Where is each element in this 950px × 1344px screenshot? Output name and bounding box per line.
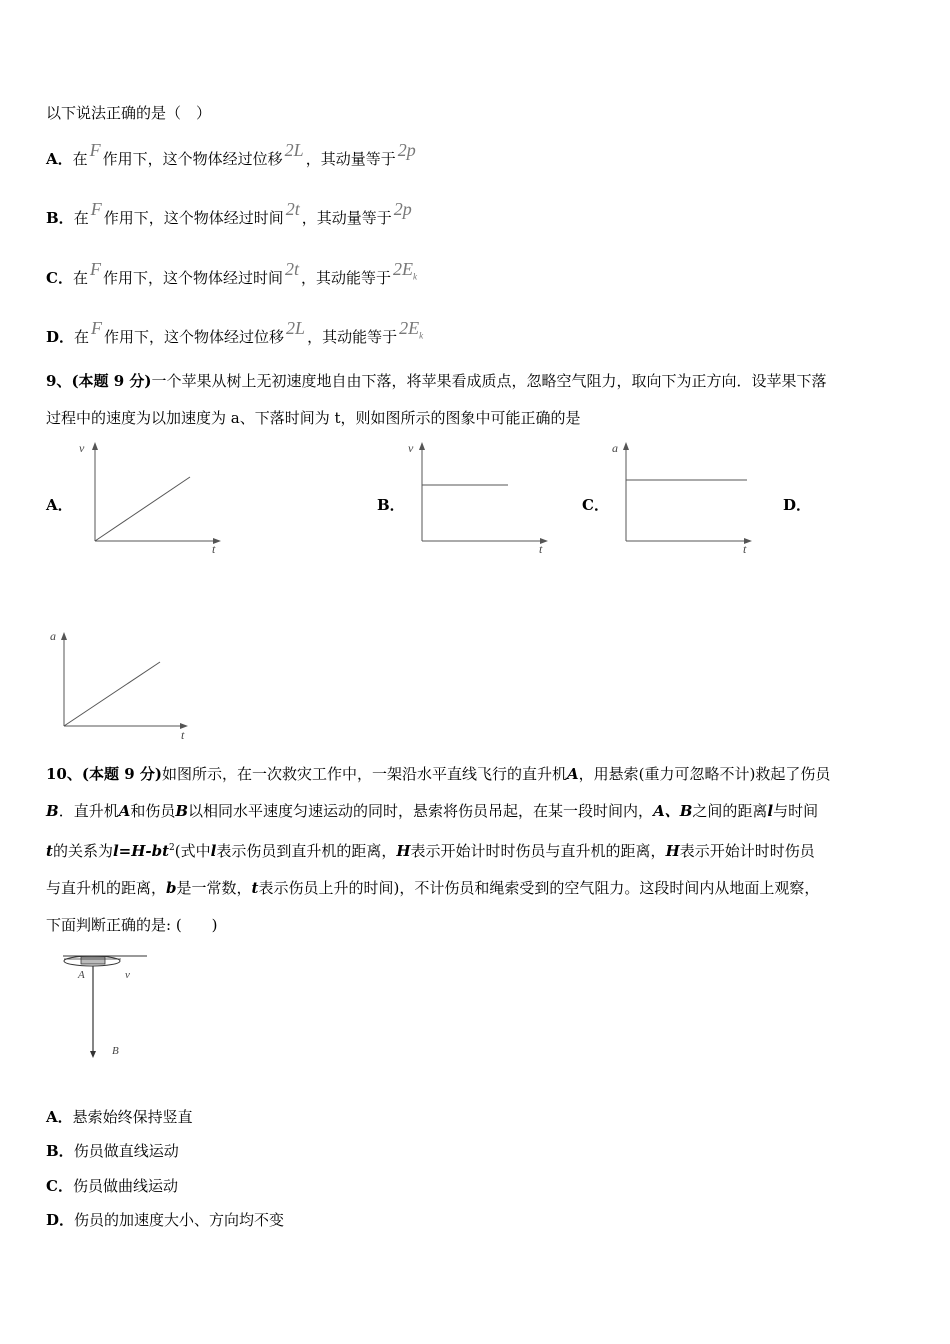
math-F: F (90, 199, 102, 219)
option-text: 在 (72, 269, 88, 287)
text: 表示开始计时时伤员 (679, 842, 815, 860)
math-result: $2E_k$ (399, 318, 424, 341)
label-v: v (125, 969, 130, 981)
q8-option-a (46, 140, 418, 171)
y-label: v (408, 441, 414, 455)
y-arrow-icon (92, 442, 98, 450)
var-AB: A、B (653, 802, 693, 820)
option-text: ，其动能等于 (307, 328, 398, 346)
text: 表示伤员到直升机的距离， (216, 842, 397, 860)
text: (式中 (174, 842, 211, 860)
question-score: (本题 9 分) (71, 372, 152, 390)
q10-option-c (46, 1175, 178, 1196)
q9-option-b-label: B． (377, 496, 405, 514)
y-arrow-icon (623, 442, 629, 450)
graph-line (95, 477, 190, 541)
q10-text (46, 756, 908, 944)
math-quantity: 2L (286, 318, 306, 338)
option-text: 悬索始终保持竖直 (72, 1108, 193, 1126)
math-quantity: 2t (285, 199, 300, 219)
option-label: D． (46, 328, 75, 346)
text: 以相同水平速度匀速运动的同时，悬索将伤员吊起，在某一段时间内， (188, 802, 654, 820)
y-label: v (79, 441, 85, 455)
question-score: (本题 9 分) (81, 765, 162, 783)
option-label: C． (46, 269, 73, 287)
x-label: t (743, 542, 747, 556)
option-label: B． (46, 1142, 74, 1160)
option-label: A． (46, 1108, 73, 1126)
helicopter-figure (55, 948, 155, 1063)
math-quantity: 2t (284, 259, 299, 279)
math-quantity: 2L (284, 140, 304, 160)
q9-line1: 一个苹果从树上无初速度地自由下落，将苹果看成质点，忽略空气阻力，取向下为正方向．设苹果下落 (151, 372, 827, 390)
text: 与直升机的距离， (46, 879, 167, 897)
text: 表示伤员上升的时间)，不计伤员和绳索受到的空气阻力。这段时间内从地面上观察， (258, 879, 820, 897)
q9-option-c-label: C． (582, 496, 609, 514)
q9-line2: 过程中的速度为以加速度为 a、下落时间为 t，则如图所示的图象中可能正确的是 (46, 409, 581, 427)
text: 的关系为 (52, 842, 113, 860)
q8-option-b (46, 199, 414, 230)
q9-text (46, 363, 908, 437)
text: 和伤员 (130, 802, 176, 820)
var-A: A (566, 765, 579, 783)
math-result: 2p (393, 199, 412, 219)
option-label: D． (46, 1211, 75, 1229)
y-arrow-icon (419, 442, 425, 450)
y-label: a (50, 629, 56, 643)
graph-d (44, 624, 194, 744)
y-label: a (612, 441, 618, 455)
graph-line (64, 662, 160, 726)
text: 与时间 (773, 802, 819, 820)
var-H: H (396, 842, 411, 860)
x-label: t (212, 542, 216, 556)
x-label: t (181, 728, 185, 742)
text: 表示开始计时时伤员与直升机的距离， (410, 842, 666, 860)
var-l: l (210, 842, 217, 860)
var-t: t (46, 842, 53, 860)
q8-stem: 以下说法正确的是（ ） (46, 104, 212, 122)
option-text: ，其动量等于 (305, 150, 396, 168)
question-number: 9、 (46, 372, 72, 390)
option-text: 作用下，这个物体经过时间 (102, 269, 283, 287)
formula: l=H-bt (112, 842, 170, 860)
formula-exponent: 2 (169, 843, 175, 853)
option-text: ，其动能等于 (301, 269, 392, 287)
option-text: ，其动量等于 (301, 209, 392, 227)
var-B: B (175, 802, 189, 820)
option-text: 在 (74, 328, 90, 346)
option-text: 作用下，这个物体经过时间 (103, 209, 284, 227)
option-text: 伤员做曲线运动 (72, 1177, 178, 1195)
q9-option-d-label: D． (783, 496, 812, 514)
text: ．直升机 (58, 802, 119, 820)
option-label: C． (46, 1177, 73, 1195)
option-text: 作用下，这个物体经过位移 (102, 150, 283, 168)
option-label: B． (46, 209, 74, 227)
text: 是一常数， (176, 879, 252, 897)
q10-option-b (46, 1140, 179, 1161)
graph-b (402, 436, 552, 556)
label-B: B (112, 1045, 119, 1057)
q8-option-c (46, 259, 419, 290)
option-text: 伤员的加速度大小、方向均不变 (74, 1211, 285, 1229)
text: ，用悬索(重力可忽略不计)救起了伤员 (578, 765, 831, 783)
var-t: t (251, 879, 259, 897)
y-arrow-icon (61, 632, 67, 640)
option-label: A． (46, 150, 73, 168)
helicopter-cabin (81, 957, 105, 964)
var-A: A (118, 802, 131, 820)
q8-option-d (46, 318, 425, 349)
var-B: B (46, 802, 59, 820)
q10-option-a (46, 1106, 193, 1127)
graph-c (606, 436, 756, 556)
option-text: 在 (72, 150, 88, 168)
math-F: F (91, 318, 103, 338)
math-result: $2E_k$ (393, 259, 418, 282)
option-text: 作用下，这个物体经过位移 (104, 328, 285, 346)
text: 如图所示，在一次救灾工作中，一架沿水平直线飞行的直升机 (161, 765, 567, 783)
x-label: t (539, 542, 543, 556)
q9-option-a-label: A． (46, 496, 73, 514)
question-number: 10、 (46, 765, 82, 783)
label-A: A (78, 969, 85, 981)
var-l: l (767, 802, 774, 820)
rope-arrow-icon (90, 1051, 96, 1058)
text: 之间的距离 (692, 802, 768, 820)
option-text: 伤员做直线运动 (73, 1142, 179, 1160)
text: 下面判断正确的是: ( ) (46, 916, 218, 934)
math-result: 2p (397, 140, 416, 160)
option-text: 在 (73, 209, 89, 227)
math-F: F (89, 259, 101, 279)
math-F: F (89, 140, 101, 160)
var-b: b (166, 879, 177, 897)
graph-a (75, 436, 225, 556)
var-H: H (665, 842, 680, 860)
q10-option-d (46, 1209, 284, 1230)
